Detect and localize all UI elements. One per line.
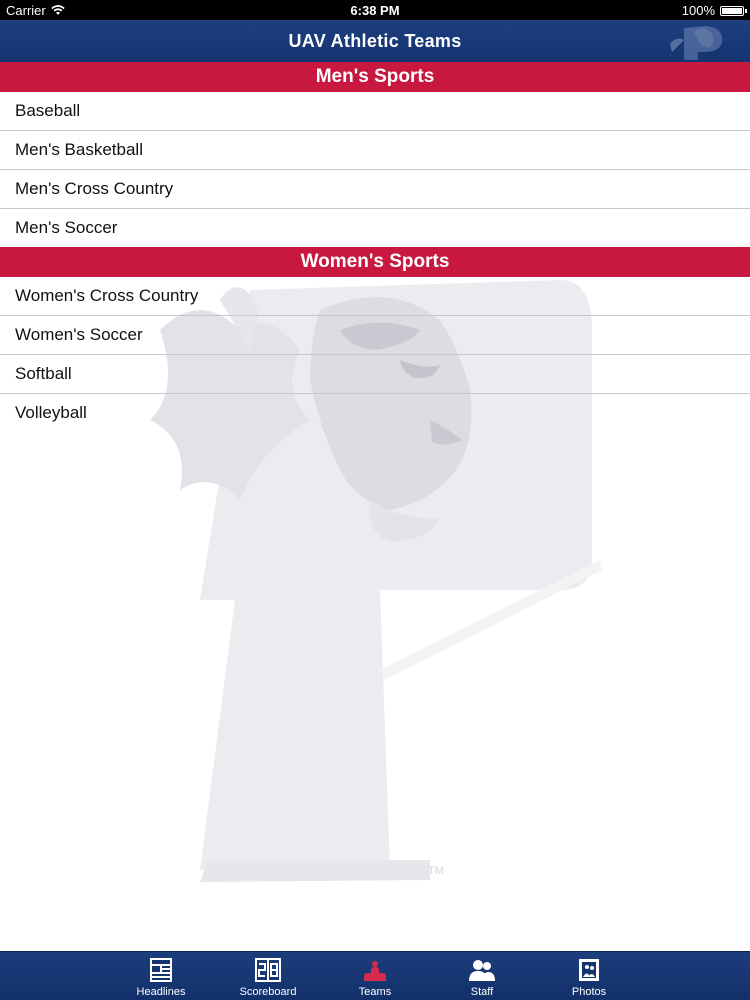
- section-header-womens: Women's Sports: [0, 247, 750, 277]
- carrier-label: Carrier: [6, 3, 46, 18]
- teams-list: [0, 62, 750, 432]
- status-time: 6:38 PM: [350, 3, 400, 18]
- list-item-volleyball[interactable]: Volleyball: [15, 403, 87, 422]
- trademark-label: TM: [428, 865, 444, 877]
- tab-staff[interactable]: [429, 952, 536, 1000]
- status-right: [682, 3, 744, 18]
- page-title: UAV Athletic Teams: [288, 31, 462, 51]
- section-header-mens: Men's Sports: [0, 62, 750, 92]
- navigation-bar: [0, 20, 750, 62]
- mascot-logo-icon: [664, 22, 742, 62]
- scoreboard-icon: [255, 957, 281, 983]
- list-item-womens-cross-country[interactable]: Women's Cross Country: [0, 277, 750, 316]
- staff-icon: [469, 957, 495, 983]
- battery-icon: [720, 6, 744, 16]
- status-bar: [0, 0, 750, 20]
- list-item-softball[interactable]: Softball: [0, 355, 750, 394]
- tab-bar: [0, 951, 750, 1000]
- tab-label: Staff: [470, 986, 494, 998]
- tab-label: Photos: [571, 986, 607, 998]
- newspaper-icon: [148, 957, 174, 983]
- list-item-mens-cross-country[interactable]: Men's Cross Country: [0, 170, 750, 209]
- photos-icon: [576, 957, 602, 983]
- tab-label: Headlines: [136, 986, 186, 998]
- list-item-womens-soccer[interactable]: Women's Soccer: [0, 316, 750, 355]
- list-item-baseball[interactable]: Baseball: [0, 92, 750, 131]
- teams-icon: [362, 957, 388, 983]
- tab-label: Teams: [358, 986, 392, 998]
- tab-photos[interactable]: [536, 952, 643, 1000]
- tab-scoreboard[interactable]: [215, 952, 322, 1000]
- tab-headlines[interactable]: [108, 952, 215, 1000]
- battery-percent: 100%: [681, 3, 715, 18]
- tab-label: Scoreboard: [239, 986, 297, 998]
- list-item-mens-basketball[interactable]: Men's Basketball: [0, 131, 750, 170]
- tab-teams[interactable]: [322, 952, 429, 1000]
- list-item-mens-soccer[interactable]: Men's Soccer: [15, 218, 118, 237]
